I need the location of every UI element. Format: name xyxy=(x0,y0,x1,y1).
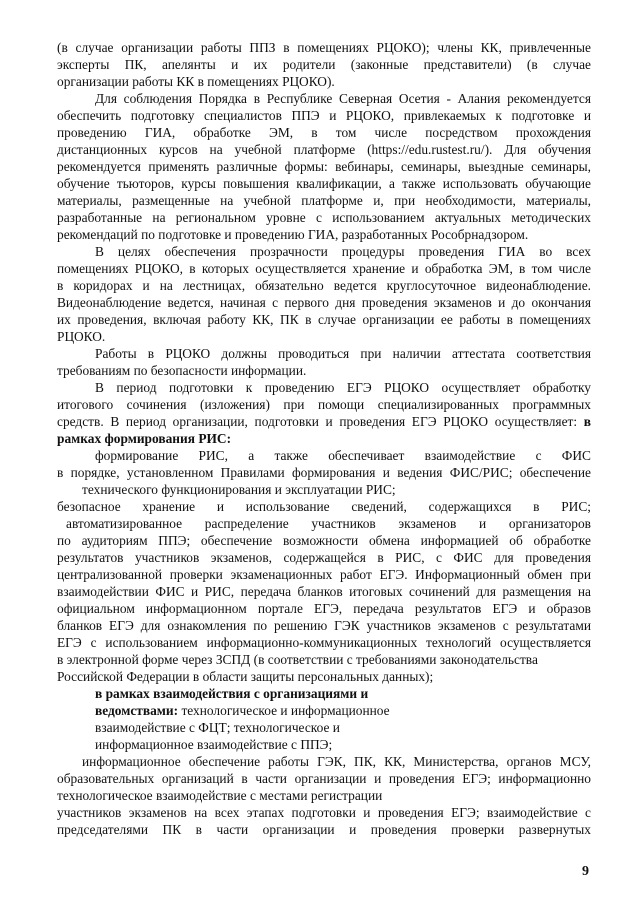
text-line-main: средств. В период организации, подготовки и проведения ЕГЭ РЦОКО осуществляет: xyxy=(57,414,578,429)
text-line: формирование РИС, а также обеспечивает взаимодействие с ФИС xyxy=(95,448,591,463)
text-line: рекомендаций по подготовке и проведению ГИА, разработанных Рособрнадзором. xyxy=(57,227,529,242)
text-line: взаимодействие с ФЦТ; технологическое и xyxy=(95,720,340,735)
text-line: информационное обеспечение работы ГЭК, ПК, КК, Министерства, органов МСУ, xyxy=(82,754,591,769)
text-line: обеспечить подготовку специалистов ППЭ и РЦОКО, привлекаемых к подготовке и xyxy=(57,108,591,123)
text-line: официальном информационном портале ЕГЭ, передача результатов ЕГЭ и образов xyxy=(57,601,591,616)
text-line: (в случае организации работы ППЗ в помещениях РЦОКО); члены КК, привлеченные xyxy=(57,40,591,55)
text-line: рекомендуется применять различные формы: вебинары, семинары, выездные семинары, xyxy=(57,159,591,174)
text-line: участников экзаменов на всех этапах подготовки и проведения ЕГЭ; взаимодействие с xyxy=(57,805,591,820)
text-line: материалы, размещенные на учебной платформе и, при необходимости, материалы, xyxy=(57,193,591,208)
text-line: проведению ГИА, обработке ЭМ, в том числе посредством прохождения xyxy=(57,125,591,140)
text-line: результатов участников экзаменов, содержащейся в РИС, с ФИС для проведения xyxy=(57,550,591,565)
text-line: централизованной проверки экзаменационных работ ЕГЭ. Информационный обмен при xyxy=(57,567,591,582)
text-line: В период подготовки к проведению ЕГЭ РЦОКО осуществляет обработку xyxy=(95,380,591,395)
text-line: образовательных организаций в части организации и проведения ЕГЭ; информационно xyxy=(57,771,591,786)
text-line: обучение тьюторов, курсы повышения квалификации, а также использовать обучающие xyxy=(57,176,591,191)
page-number: 9 xyxy=(582,864,589,879)
text-line: В целях обеспечения прозрачности процедуры проведения ГИА во всех xyxy=(95,244,591,259)
text-line: технологическое взаимодействие с местами регистрации xyxy=(57,788,383,803)
text-line: в электронной форме через ЗСПД (в соответствии с требованиями законодательства xyxy=(57,652,538,667)
text-line: ЕГЭ с использованием информационно-коммуникационных технологий осуществляется xyxy=(57,635,591,650)
section-heading-tail: ведомствами: xyxy=(95,703,179,718)
text-line: автоматизированное распределение участников экзаменов и организаторов xyxy=(66,516,591,531)
text-line: Для соблюдения Порядка в Республике Северная Осетия - Алания рекомендуется xyxy=(95,91,591,106)
text-line: дистанционных курсов на учебной платформе (https://edu.rustest.ru/). Для обучения xyxy=(57,142,591,157)
text-line: эксперты ПК, апелянты и их родители (законные представители) (в случае xyxy=(57,57,591,72)
text-line: организации работы КК в помещениях РЦОКО). xyxy=(57,74,335,89)
text-line: Российской Федерации в области защиты персональных данных); xyxy=(57,669,434,684)
text-line: РЦОКО. xyxy=(57,329,106,344)
text-line xyxy=(57,397,591,414)
text-line: председателями ПК в части организации и проведения проверки развернутых xyxy=(57,822,591,837)
text-line: в коридорах и на лестницах, обязательно ведется круглосуточное видеонаблюдение. xyxy=(57,278,591,293)
text-line: требованиям по безопасности информации. xyxy=(57,363,307,378)
text-line: Видеонаблюдение ведется, начиная с первого дня проведения экзаменов и до окончания xyxy=(57,295,591,310)
text-line: по аудиториям ППЭ; обеспечение возможности обмена информацией об обработке xyxy=(57,533,591,548)
text-line: безопасное хранение и использование сведений, содержащихся в РИС; xyxy=(57,499,591,514)
section-heading: рамках формирования РИС: xyxy=(57,431,232,446)
text-line-bold: в xyxy=(577,414,591,429)
text-line-main: итогового сочинения (изложения) при помощи специализированных программных xyxy=(57,397,591,412)
text-line xyxy=(95,703,425,720)
text-line: помещениях РЦОКО, в которых осуществляется хранение и обработка ЭМ, в том числе xyxy=(57,261,591,276)
text-line: взаимодействии ФИС и РИС, передача бланков итоговых сочинений для размещения на xyxy=(57,584,591,599)
text-line: разработанные на региональном уровне с использованием актуальных методических xyxy=(57,210,591,225)
text-line: технического функционирования и эксплуатации РИС; xyxy=(82,482,396,497)
section-heading: в рамках взаимодействия с организациями и xyxy=(95,686,369,701)
text-line: в порядке, установленном Правилами формирования и ведения ФИС/РИС; обеспечение xyxy=(57,465,591,480)
text-line: Работы в РЦОКО должны проводиться при наличии аттестата соответствия xyxy=(95,346,591,361)
text-line: бланков ЕГЭ для ознакомления по решению ГЭК участников экзаменов с результатами xyxy=(57,618,591,633)
text-line xyxy=(57,414,591,431)
text-line: их проведения, включая работу КК, ПК в случае организации ее работы в помещениях xyxy=(57,312,591,327)
text-line-main: технологическое и информационное xyxy=(181,703,390,718)
text-line: информационное взаимодействие с ППЭ; xyxy=(95,737,333,752)
